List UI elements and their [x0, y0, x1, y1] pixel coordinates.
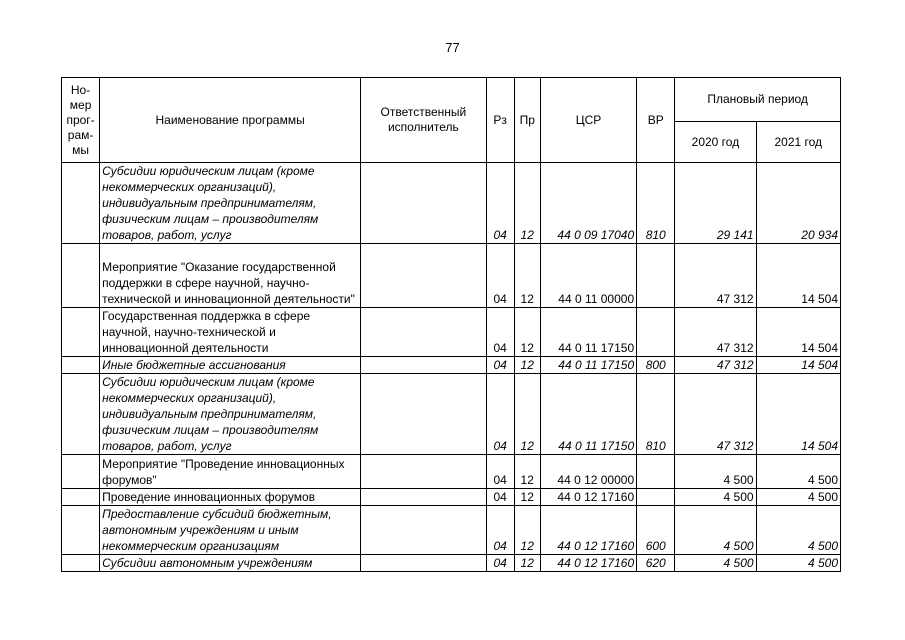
cell-executor — [361, 455, 486, 489]
cell-program-name: Предоставление субсидий бюджетным, автономным учреждениям и иным некоммерческим организациям — [100, 506, 361, 555]
cell-2021: 4 500 — [756, 455, 840, 489]
cell-2020: 47 312 — [675, 374, 756, 455]
cell-2021: 14 504 — [756, 308, 840, 357]
cell-pr: 12 — [514, 374, 540, 455]
cell-executor — [361, 374, 486, 455]
cell-pr: 12 — [514, 244, 540, 308]
cell-rz: 04 — [486, 506, 514, 555]
cell-csr: 44 0 11 17150 — [540, 308, 636, 357]
cell-pr: 12 — [514, 308, 540, 357]
cell-program-name: Мероприятие "Оказание государственной поддержки в сфере научной, научно-технической и инновационной деятельности" — [100, 244, 361, 308]
header-planned-period: Плановый период — [675, 78, 841, 122]
budget-table — [61, 77, 841, 572]
cell-pr: 12 — [514, 555, 540, 572]
cell-vr — [637, 308, 675, 357]
cell-2021: 14 504 — [756, 357, 840, 374]
header-year-2021: 2021 год — [756, 122, 840, 163]
cell-rz: 04 — [486, 555, 514, 572]
page-number: 77 — [445, 40, 460, 55]
cell-vr: 810 — [637, 374, 675, 455]
cell-rz: 04 — [486, 308, 514, 357]
cell-rz: 04 — [486, 455, 514, 489]
cell-2020: 4 500 — [675, 489, 756, 506]
header-csr: ЦСР — [540, 78, 636, 163]
cell-vr — [637, 489, 675, 506]
cell-rz: 04 — [486, 374, 514, 455]
header-executor: Ответственный исполнитель — [361, 78, 486, 163]
cell-2021: 14 504 — [756, 244, 840, 308]
cell-2021: 4 500 — [756, 489, 840, 506]
cell-2021: 14 504 — [756, 374, 840, 455]
cell-program-number — [62, 163, 100, 244]
table-row — [62, 308, 841, 357]
cell-executor — [361, 308, 486, 357]
cell-csr: 44 0 11 17150 — [540, 357, 636, 374]
cell-2021: 4 500 — [756, 506, 840, 555]
cell-csr: 44 0 09 17040 — [540, 163, 636, 244]
header-rz: Рз — [486, 78, 514, 163]
table-row — [62, 555, 841, 572]
cell-program-number — [62, 244, 100, 308]
cell-2020: 47 312 — [675, 244, 756, 308]
cell-program-number — [62, 455, 100, 489]
cell-vr: 620 — [637, 555, 675, 572]
table-header — [62, 78, 841, 163]
cell-program-name: Субсидии юридическим лицам (кроме некоммерческих организаций), индивидуальным предпринимателям, физическим лицам – производителям товаров, работ, услуг — [100, 374, 361, 455]
cell-program-name: Субсидии автономным учреждениям — [100, 555, 361, 572]
cell-program-number — [62, 506, 100, 555]
cell-executor — [361, 163, 486, 244]
cell-csr: 44 0 11 17150 — [540, 374, 636, 455]
cell-rz: 04 — [486, 357, 514, 374]
cell-program-name: Проведение инновационных форумов — [100, 489, 361, 506]
cell-csr: 44 0 11 00000 — [540, 244, 636, 308]
table-row — [62, 455, 841, 489]
table-row — [62, 506, 841, 555]
cell-executor — [361, 357, 486, 374]
cell-2020: 4 500 — [675, 506, 756, 555]
cell-csr: 44 0 12 17160 — [540, 555, 636, 572]
table-row — [62, 244, 841, 308]
cell-program-name: Мероприятие "Проведение инновационных форумов" — [100, 455, 361, 489]
cell-pr: 12 — [514, 506, 540, 555]
header-year-2020: 2020 год — [675, 122, 756, 163]
cell-rz: 04 — [486, 489, 514, 506]
cell-executor — [361, 489, 486, 506]
cell-program-number — [62, 308, 100, 357]
table-row — [62, 489, 841, 506]
cell-executor — [361, 555, 486, 572]
cell-2021: 4 500 — [756, 555, 840, 572]
table-row — [62, 374, 841, 455]
cell-program-number — [62, 374, 100, 455]
cell-pr: 12 — [514, 163, 540, 244]
cell-2020: 47 312 — [675, 308, 756, 357]
header-program-name: Наименование программы — [100, 78, 361, 163]
table-row — [62, 357, 841, 374]
cell-2020: 4 500 — [675, 555, 756, 572]
cell-program-number — [62, 489, 100, 506]
cell-program-name: Иные бюджетные ассигнования — [100, 357, 361, 374]
table-body — [62, 163, 841, 572]
cell-2020: 47 312 — [675, 357, 756, 374]
cell-2021: 20 934 — [756, 163, 840, 244]
table-row — [62, 163, 841, 244]
cell-csr: 44 0 12 17160 — [540, 489, 636, 506]
cell-vr: 800 — [637, 357, 675, 374]
header-program-number: Но- мер прог- рам- мы — [62, 78, 100, 163]
cell-executor — [361, 244, 486, 308]
cell-program-name: Субсидии юридическим лицам (кроме некоммерческих организаций), индивидуальным предпринимателям, физическим лицам – производителям товаров, работ, услуг — [100, 163, 361, 244]
cell-2020: 29 141 — [675, 163, 756, 244]
cell-program-name: Государственная поддержка в сфере научной, научно-технической и инновационной деятельности — [100, 308, 361, 357]
cell-rz: 04 — [486, 244, 514, 308]
cell-2020: 4 500 — [675, 455, 756, 489]
cell-executor — [361, 506, 486, 555]
cell-program-number — [62, 357, 100, 374]
cell-pr: 12 — [514, 357, 540, 374]
header-pr: Пр — [514, 78, 540, 163]
cell-pr: 12 — [514, 489, 540, 506]
cell-vr: 600 — [637, 506, 675, 555]
cell-vr — [637, 455, 675, 489]
cell-program-number — [62, 555, 100, 572]
cell-pr: 12 — [514, 455, 540, 489]
cell-csr: 44 0 12 17160 — [540, 506, 636, 555]
header-vr: ВР — [637, 78, 675, 163]
cell-vr — [637, 244, 675, 308]
cell-vr: 810 — [637, 163, 675, 244]
cell-csr: 44 0 12 00000 — [540, 455, 636, 489]
cell-rz: 04 — [486, 163, 514, 244]
